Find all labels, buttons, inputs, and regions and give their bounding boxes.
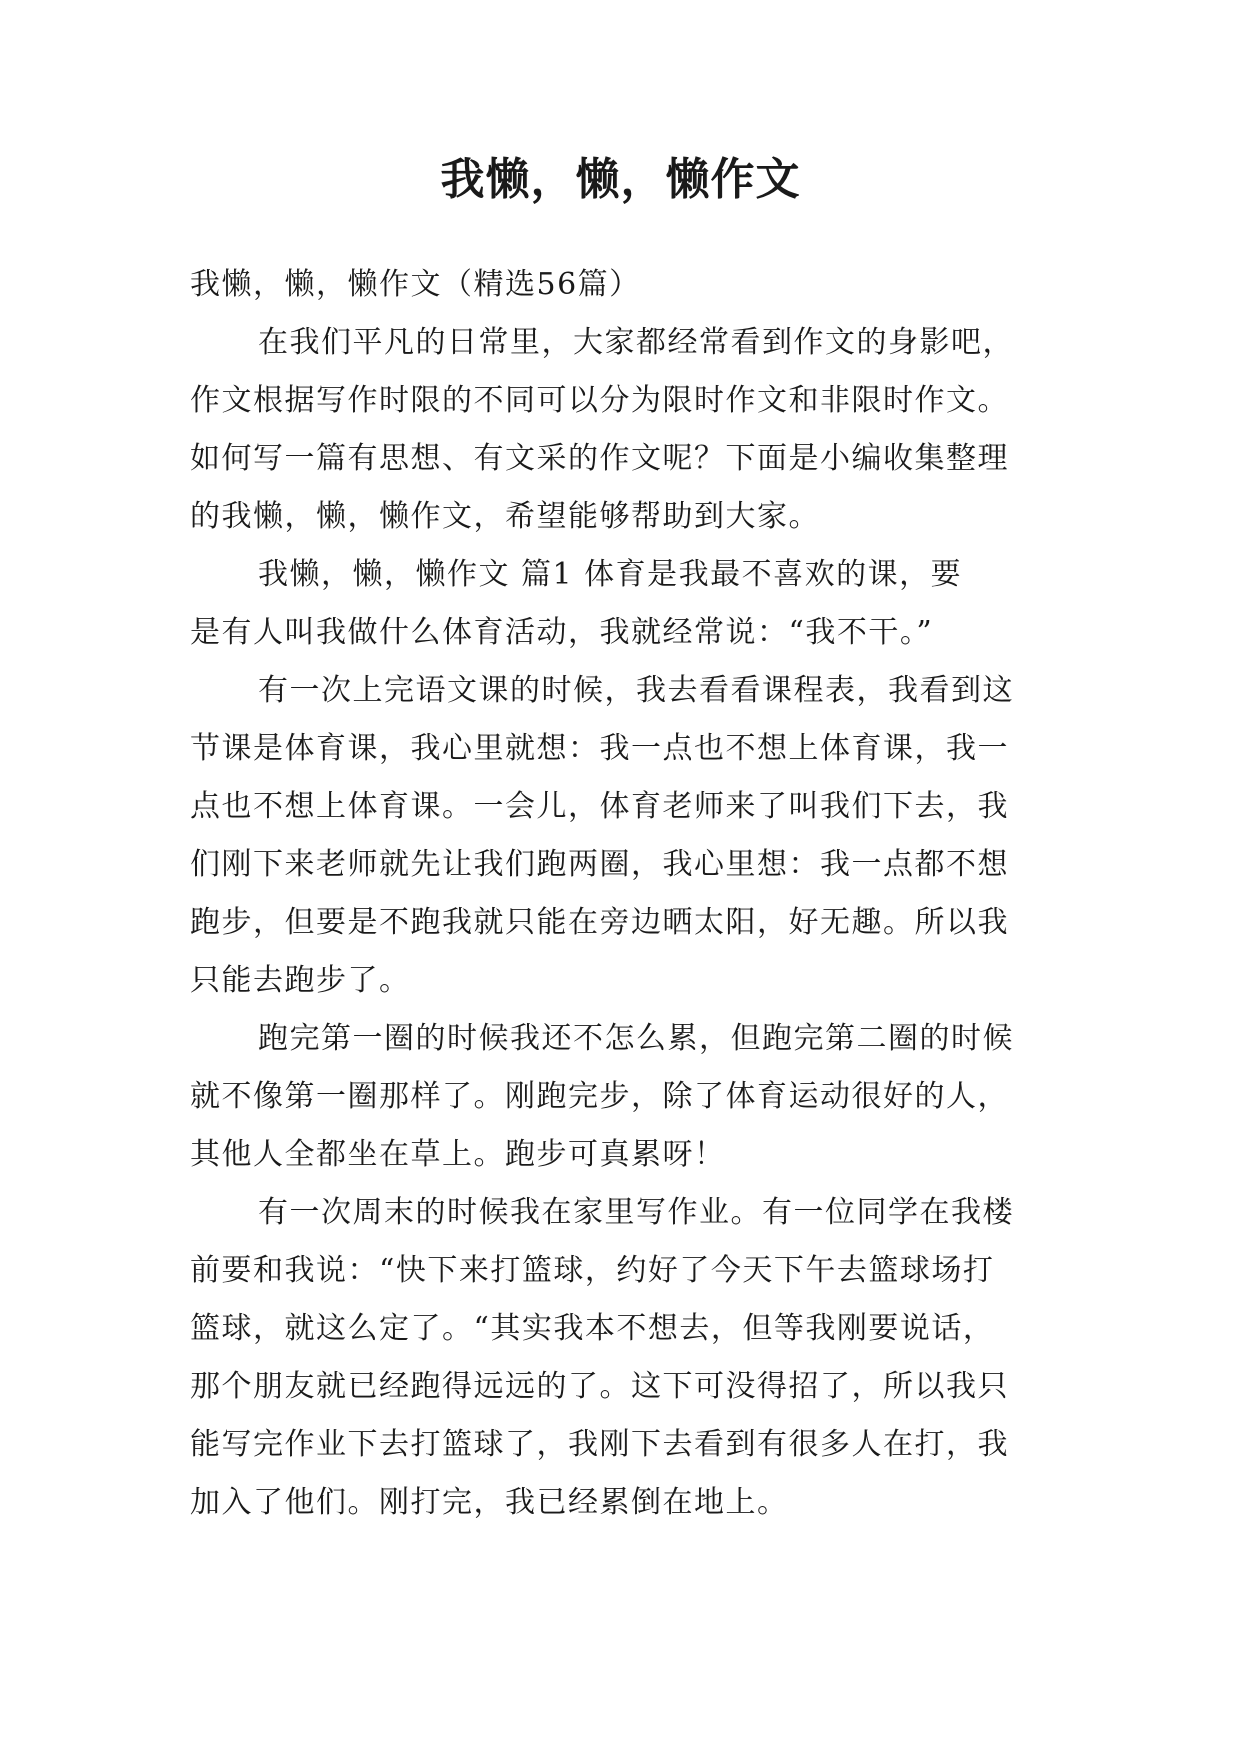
paragraph-line: 前要和我说：“快下来打篮球，约好了今天下午去篮球场打 [190,1253,995,1288]
paragraph-line: 作文根据写作时限的不同可以分为限时作文和非限时作文。 [190,383,1009,418]
section-heading-line: 我懒，懒，懒作文 篇1 体育是我最不喜欢的课，要 [258,557,963,592]
paragraph-line: 们刚下来老师就先让我们跑两圈，我心里想：我一点都不想 [190,847,1009,882]
paragraph-line: 就不像第一圈那样了。刚跑完步，除了体育运动很好的人， [190,1079,1009,1114]
paragraph-line: 节课是体育课，我心里就想：我一点也不想上体育课，我一 [190,731,1009,766]
paragraph-line: 在我们平凡的日常里，大家都经常看到作文的身影吧， [258,325,1014,360]
paragraph-line: 加入了他们。刚打完，我已经累倒在地上。 [190,1485,789,1520]
paragraph-line: 那个朋友就已经跑得远远的了。这下可没得招了，所以我只 [190,1369,1009,1404]
paragraph-line: 篮球，就这么定了。“其实我本不想去，但等我刚要说话， [190,1311,995,1346]
paragraph-line: 的我懒，懒，懒作文，希望能够帮助到大家。 [190,499,820,534]
paragraph-line: 如何写一篇有思想、有文采的作文呢？下面是小编收集整理 [190,441,1009,476]
paragraph-line: 有一次上完语文课的时候，我去看看课程表，我看到这 [258,673,1014,708]
paragraph-line: 点也不想上体育课。一会儿，体育老师来了叫我们下去，我 [190,789,1009,824]
document-title: 我懒，懒，懒作文 [440,154,801,205]
paragraph-line: 跑步，但要是不跑我就只能在旁边晒太阳，好无趣。所以我 [190,905,1009,940]
paragraph-line: 跑完第一圈的时候我还不怎么累，但跑完第二圈的时候 [258,1021,1014,1056]
paragraph-line: 有一次周末的时候我在家里写作业。有一位同学在我楼 [258,1195,1014,1230]
paragraph-line: 只能去跑步了。 [190,963,411,998]
paragraph-line: 其他人全都坐在草上。跑步可真累呀！ [190,1137,726,1172]
paragraph-line: 是有人叫我做什么体育活动，我就经常说：“我不干。” [190,615,934,650]
subtitle-line: 我懒，懒，懒作文（精选56篇） [190,267,641,302]
document-body [190,256,1060,1532]
paragraph-line: 能写完作业下去打篮球了，我刚下去看到有很多人在打，我 [190,1427,1009,1462]
